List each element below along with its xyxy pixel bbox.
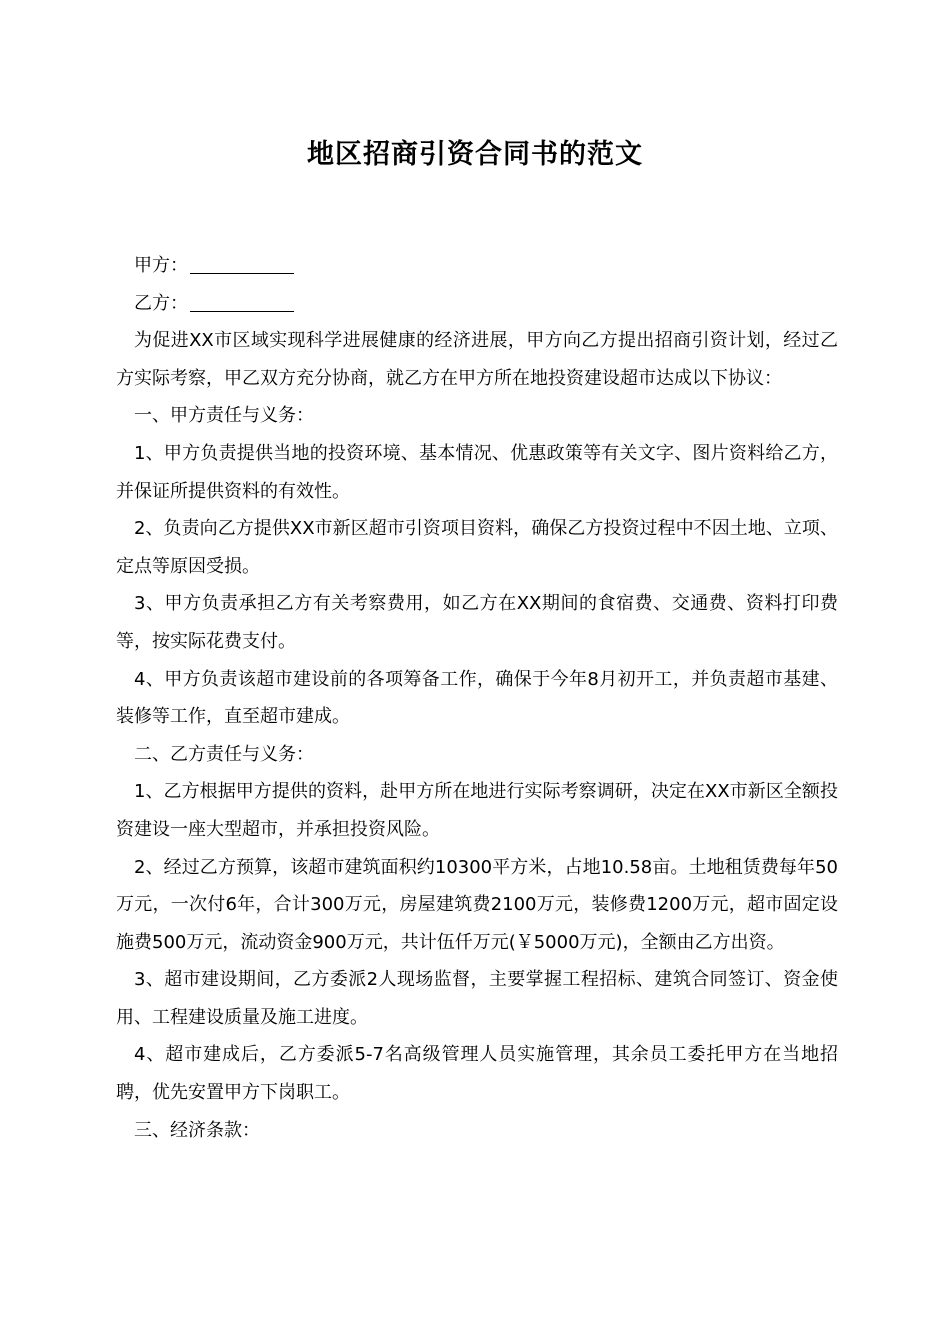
party-b-label: 乙方：: [134, 292, 188, 314]
paragraph: 1、甲方负责提供当地的投资环境、基本情况、优惠政策等有关文字、图片资料给乙方，并保证所提供资料的有效性。: [116, 442, 838, 502]
paragraph: 为促进XX市区域实现科学进展健康的经济进展，甲方向乙方提出招商引资计划，经过乙方实际考察，甲乙双方充分协商，就乙方在甲方所在地投资建设超市达成以下协议：: [116, 330, 838, 389]
paragraph: 4、甲方负责该超市建设前的各项筹备工作，确保于今年8月初开工，并负责超市基建、装修等工作，直至超市建成。: [116, 668, 838, 728]
party-a-label: 甲方：: [134, 255, 188, 276]
paragraph: 3、甲方负责承担乙方有关考察费用，如乙方在XX期间的食宿费、交通费、资料打印费等，按实际花费支付。: [116, 593, 838, 652]
document-title: 地区招商引资合同书的范文: [307, 139, 643, 170]
paragraph: 2、经过乙方预算，该超市建筑面积约10300平方米，占地10.58亩。土地租赁费每年50万元，一次付6年，合计300万元，房屋建筑费2100万元，装修费1200万元，超市固定设施费500万元，流动资金900万元，共计伍仟万元(￥5000万元)，全额由乙方出资。: [116, 856, 838, 953]
party-a-line: [116, 247, 838, 285]
paragraph: 1、乙方根据甲方提供的资料，赴甲方所在地进行实际考察调研，决定在XX市新区全额投资建设一座大型超市，并承担投资风险。: [116, 781, 838, 840]
party-b-blank: [190, 291, 294, 312]
section-heading: 三、经济条款：: [134, 1119, 260, 1141]
paragraph: 4、超市建成后，乙方委派5-7名高级管理人员实施管理，其余员工委托甲方在当地招聘，优先安置甲方下岗职工。: [116, 1044, 838, 1104]
party-b-line: [116, 285, 838, 323]
section-heading: 二、乙方责任与义务：: [134, 743, 314, 765]
document-body: [116, 247, 838, 1149]
party-a-blank: [190, 253, 294, 274]
paragraph: 3、超市建设期间，乙方委派2人现场监督，主要掌握工程招标、建筑合同签订、资金使用、工程建设质量及施工进度。: [116, 969, 838, 1028]
section-heading: 一、甲方责任与义务：: [134, 405, 314, 427]
paragraph: 2、负责向乙方提供XX市新区超市引资项目资料，确保乙方投资过程中不因土地、立项、定点等原因受损。: [116, 518, 838, 577]
